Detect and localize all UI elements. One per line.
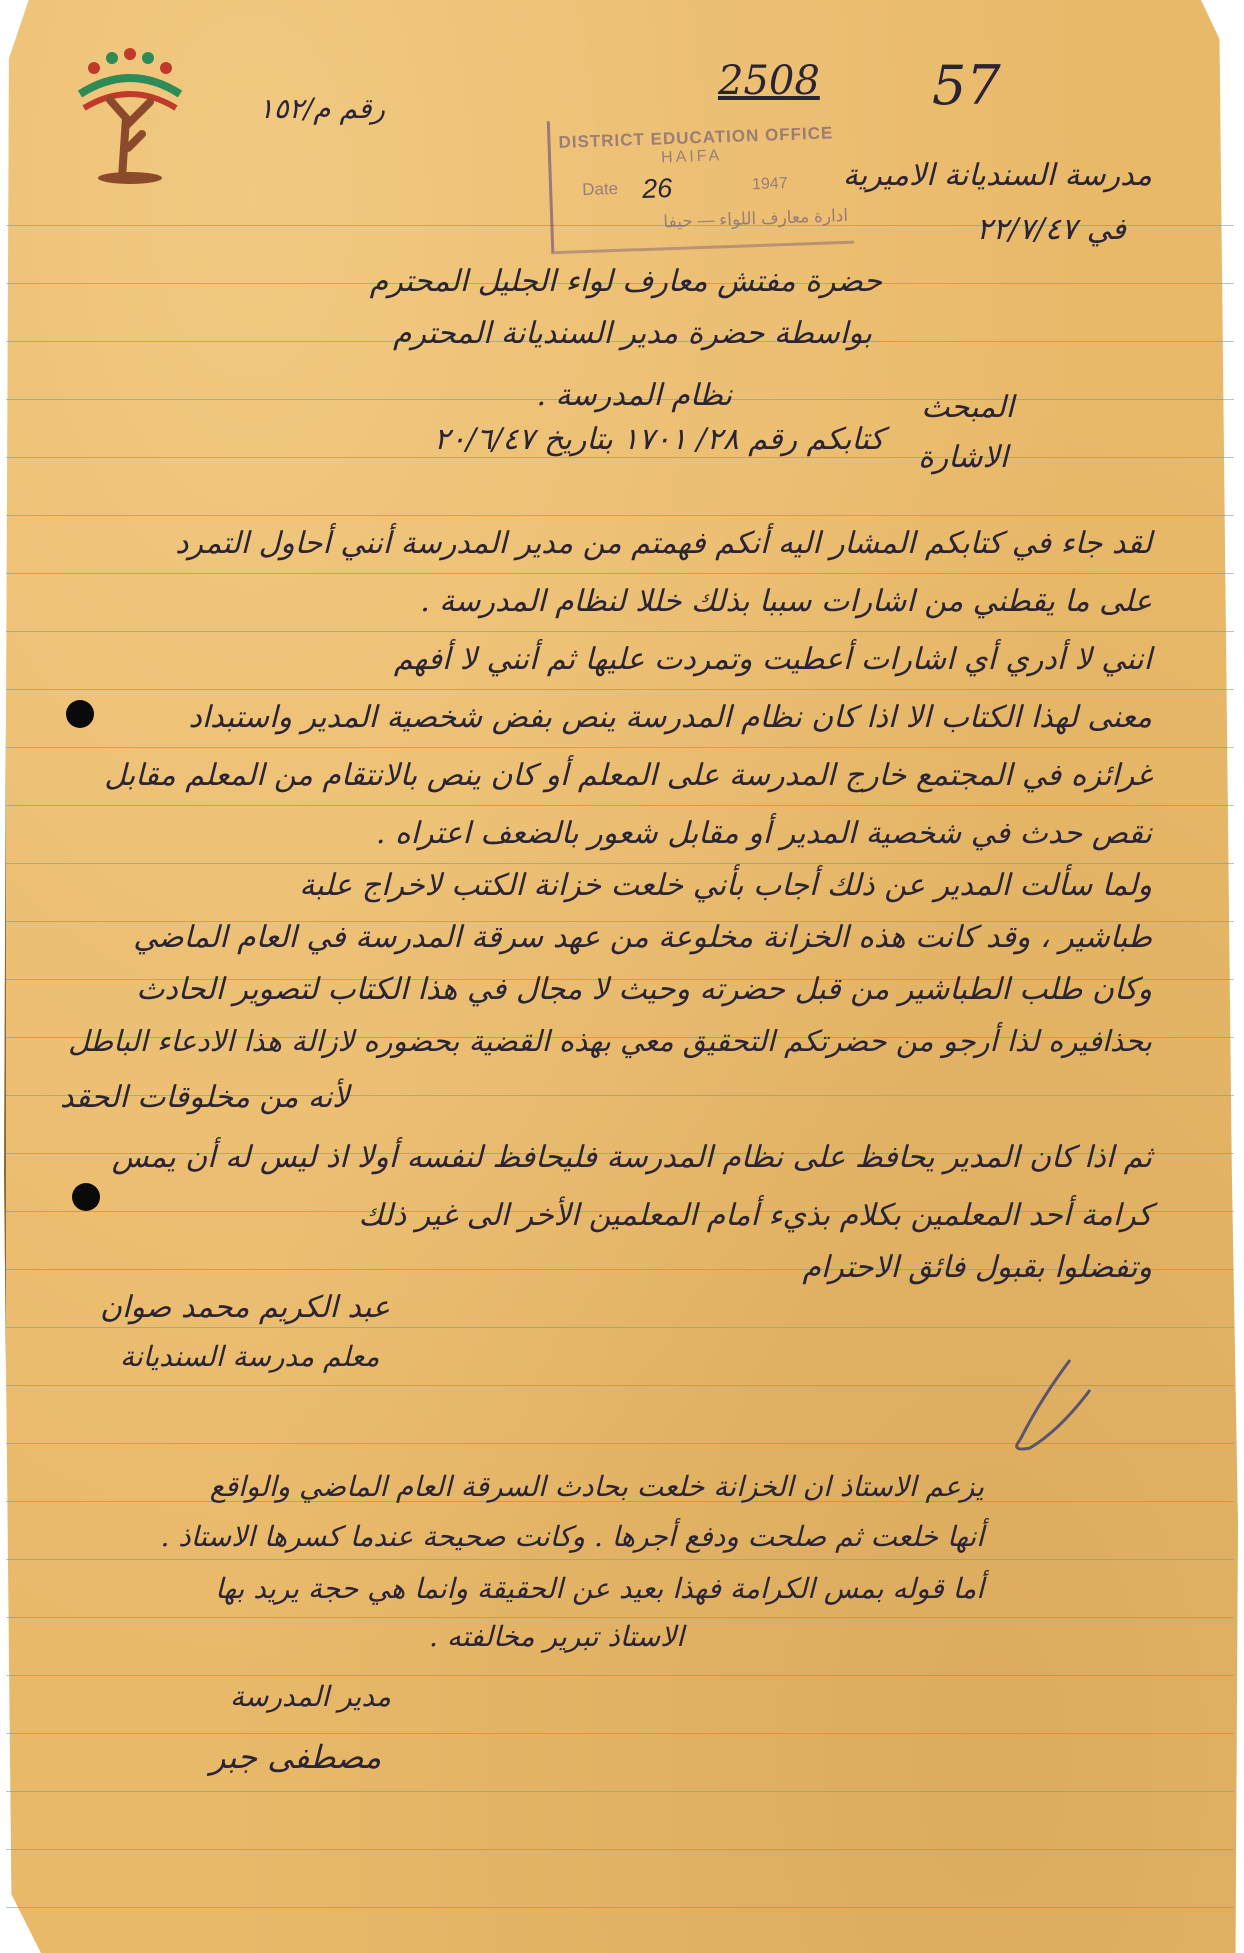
reply-line: أنها خلعت ثم صلحت ودفع أجرها . وكانت صحيحة عندما كسرها الاستاذ . bbox=[160, 1520, 984, 1553]
archive-tree-logo bbox=[70, 48, 190, 188]
letter-date: في ٢٢/٧/٤٧ bbox=[976, 212, 1126, 247]
body-line: على ما يقطني من اشارات سببا بذلك خللا لنظام المدرسة . bbox=[420, 584, 1152, 619]
teacher-signature-title: معلم مدرسة السنديانة bbox=[120, 1340, 380, 1373]
body-line: لقد جاء في كتابكم المشار اليه أنكم فهمتم من مدير المدرسة أنني أحاول التمرد bbox=[175, 526, 1152, 561]
school-name: مدرسة السنديانة الاميرية bbox=[842, 158, 1152, 193]
teacher-signature-name: عبد الكريم محمد صوان bbox=[100, 1290, 391, 1325]
reference-label: رقم bbox=[339, 92, 385, 125]
punch-hole-bottom bbox=[72, 1183, 100, 1211]
body-line: وكان طلب الطباشير من قبل حضرته وحيث لا مجال في هذا الكتاب لتصوير الحادث bbox=[136, 972, 1152, 1007]
subject-text: نظام المدرسة . bbox=[536, 378, 732, 413]
body-line: ولما سألت المدير عن ذلك أجاب بأني خلعت خزانة الكتب لاخراج علبة bbox=[299, 868, 1152, 903]
punch-hole-top bbox=[66, 700, 94, 728]
reference-text: كتابكم رقم ٢٨/ ١٧٠١ بتاريخ ٢٠/٦/٤٧ bbox=[433, 422, 884, 457]
reply-line: يزعم الاستاذ ان الخزانة خلعت بحادث السرقة العام الماضي والواقع bbox=[209, 1470, 984, 1503]
director-signature-name: مصطفى جبر bbox=[210, 1738, 382, 1776]
body-line: وتفضلوا بقبول فائق الاحترام bbox=[802, 1250, 1152, 1285]
stamp-date-label: Date bbox=[581, 178, 619, 200]
stamp-office: DISTRICT EDUCATION OFFICE bbox=[558, 123, 834, 152]
director-signature-title: مدير المدرسة bbox=[230, 1680, 392, 1713]
stamp-office-arabic: ادارة معارف اللواء — حيفا bbox=[663, 205, 849, 232]
stamp-city: HAIFA bbox=[660, 147, 723, 167]
education-office-stamp bbox=[547, 111, 854, 254]
subject-label: المبحث bbox=[921, 390, 1014, 425]
body-line: معنى لهذا الكتاب الا اذا كان نظام المدرسة ينص بفض شخصية المدير واستبداد bbox=[188, 700, 1152, 735]
recipient-line: حضرة مفتش معارف لواء الجليل المحترم bbox=[369, 264, 882, 299]
body-line: نقص حدث في شخصية المدير أو مقابل شعور بالضعف اعتراه . bbox=[375, 816, 1152, 851]
reply-line: أما قوله بمس الكرامة فهذا بعيد عن الحقيقة وانما هي حجة يريد بها bbox=[215, 1572, 984, 1605]
body-line: لأنه من مخلوقات الحقد bbox=[60, 1080, 350, 1115]
body-line: كرامة أحد المعلمين بكلام بذيء أمام المعلمين الأخر الى غير ذلك bbox=[358, 1198, 1152, 1233]
reference-number bbox=[235, 92, 385, 125]
reference-label-line: الاشارة bbox=[918, 440, 1008, 475]
body-line: طباشير ، وقد كانت هذه الخزانة مخلوعة من عهد سرقة المدرسة في العام الماضي bbox=[133, 920, 1152, 955]
via-line: بواسطة حضرة مدير السنديانة المحترم bbox=[392, 316, 872, 351]
reply-line: الاستاذ تبرير مخالفته . bbox=[429, 1620, 684, 1653]
body-line: بحذافيره لذا أرجو من حضرتكم التحقيق معي بهذه القضية بحضوره لازالة هذا الادعاء الباطل bbox=[68, 1024, 1152, 1058]
stamp-day: 26 bbox=[641, 172, 673, 205]
reference-value: م/١٥٢ bbox=[258, 92, 331, 125]
body-line: ثم اذا كان المدير يحافظ على نظام المدرسة فليحافظ لنفسه أولا اذ ليس له أن يمس bbox=[111, 1140, 1152, 1175]
stamp-year: 1947 bbox=[751, 174, 788, 194]
body-line: انني لا أدري أي اشارات أعطيت وتمردت عليها ثم أنني لا أفهم bbox=[393, 642, 1152, 677]
body-line: غرائزه في المجتمع خارج المدرسة على المعلم أو كان ينص بالانتقام من المعلم مقابل bbox=[104, 758, 1152, 793]
page-number: 57 bbox=[932, 54, 1001, 117]
archive-number: 2508 bbox=[718, 58, 820, 104]
approval-check-mark bbox=[1000, 1340, 1110, 1460]
